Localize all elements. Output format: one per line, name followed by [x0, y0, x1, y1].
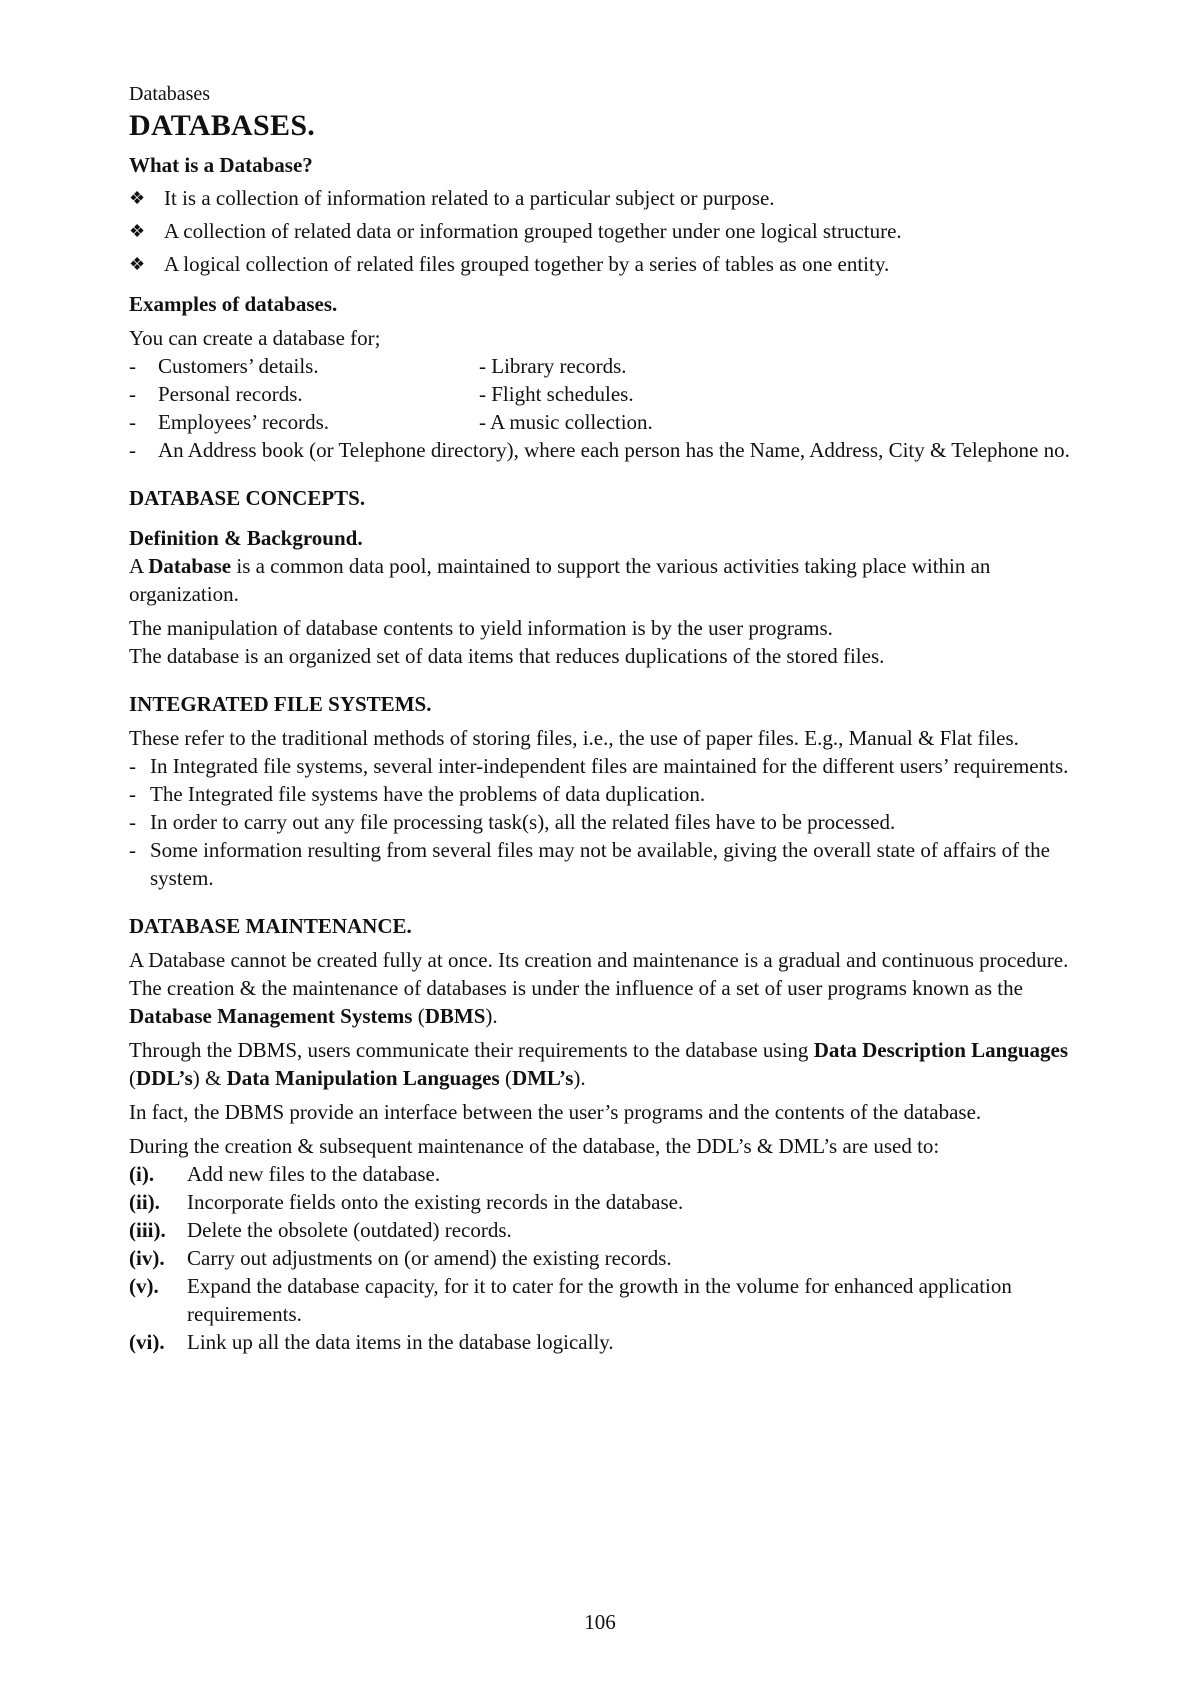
maintenance-list — [129, 1160, 1089, 1356]
list-item: (v). Expand the database capacity, for it to cater for the growth in the volume for enhanced application requirements. — [129, 1274, 1012, 1326]
concepts-paragraph: The manipulation of database contents to yield information is by the user programs. — [129, 616, 833, 640]
diamond-bullet-icon: ❖ — [129, 221, 146, 241]
list-item: (iv). Carry out adjustments on (or amend) the existing records. — [129, 1246, 672, 1270]
page-number: 106 — [584, 1610, 616, 1634]
concepts-paragraph: The database is an organized set of data items that reduces duplications of the stored files. — [129, 644, 885, 668]
examples-intro: You can create a database for; — [129, 326, 381, 350]
running-head: Databases — [129, 83, 211, 105]
maintenance-heading: DATABASE MAINTENANCE. — [129, 914, 412, 938]
list-item: ❖ A collection of related data or information grouped together under one logical structure. — [129, 219, 902, 243]
what-is-heading: What is a Database? — [129, 153, 313, 177]
list-item: ❖ A logical collection of related files grouped together by a series of tables as one entity. — [129, 252, 890, 276]
list-item: - Employees’ records. - A music collection. — [129, 410, 653, 434]
list-item: - The Integrated file systems have the problems of data duplication. — [129, 782, 706, 806]
examples-heading: Examples of databases. — [129, 292, 338, 316]
examples-list — [129, 352, 1089, 464]
list-item: ❖ It is a collection of information related to a particular subject or purpose. — [129, 186, 775, 210]
list-item: - In Integrated file systems, several inter-independent files are maintained for the different users’ requirements. — [129, 754, 1069, 778]
list-item: - An Address book (or Telephone directory), where each person has the Name, Address, City & Telephone no. — [129, 438, 1070, 462]
integrated-heading: INTEGRATED FILE SYSTEMS. — [129, 692, 432, 716]
list-item: (iii). Delete the obsolete (outdated) records. — [129, 1218, 512, 1242]
list-item: - In order to carry out any file processing task(s), all the related files have to be processed. — [129, 810, 896, 834]
integrated-intro: These refer to the traditional methods of storing files, i.e., the use of paper files. E.g., Manual & Flat files. — [129, 726, 1019, 750]
page-content — [129, 78, 1089, 1356]
list-item: (ii). Incorporate fields onto the existing records in the database. — [129, 1190, 684, 1214]
integrated-list — [129, 752, 1089, 892]
concepts-paragraph: A Database is a common data pool, maintained to support the various activities taking place within an organization. — [129, 554, 991, 606]
what-is-list — [129, 184, 1089, 278]
page-title: DATABASES. — [129, 109, 316, 142]
list-item: - Customers’ details. - Library records. — [129, 354, 627, 378]
list-item: - Personal records. - Flight schedules. — [129, 382, 634, 406]
maintenance-paragraph: A Database cannot be created fully at once. Its creation and maintenance is a gradual and continuous procedure. The creation & the maintenance of databases is under the influence of a set of user programs known as the Database Management Systems (DBMS). — [129, 948, 1069, 1028]
concepts-heading: DATABASE CONCEPTS. — [129, 486, 366, 510]
maintenance-paragraph: During the creation & subsequent maintenance of the database, the DDL’s & DML’s are used to: — [129, 1134, 940, 1158]
diamond-bullet-icon: ❖ — [129, 188, 146, 208]
maintenance-paragraph: Through the DBMS, users communicate their requirements to the database using Data Description Languages (DDL’s) & Data Manipulation Languages (DML’s). — [129, 1038, 1069, 1090]
maintenance-paragraph: In fact, the DBMS provide an interface between the user’s programs and the contents of the database. — [129, 1100, 982, 1124]
diamond-bullet-icon: ❖ — [129, 254, 146, 274]
list-item: (vi). Link up all the data items in the database logically. — [129, 1330, 614, 1354]
list-item: - Some information resulting from several files may not be available, giving the overall state of affairs of the system. — [129, 838, 1051, 890]
definition-heading: Definition & Background. — [129, 526, 363, 550]
list-item: (i). Add new files to the database. — [129, 1162, 441, 1186]
